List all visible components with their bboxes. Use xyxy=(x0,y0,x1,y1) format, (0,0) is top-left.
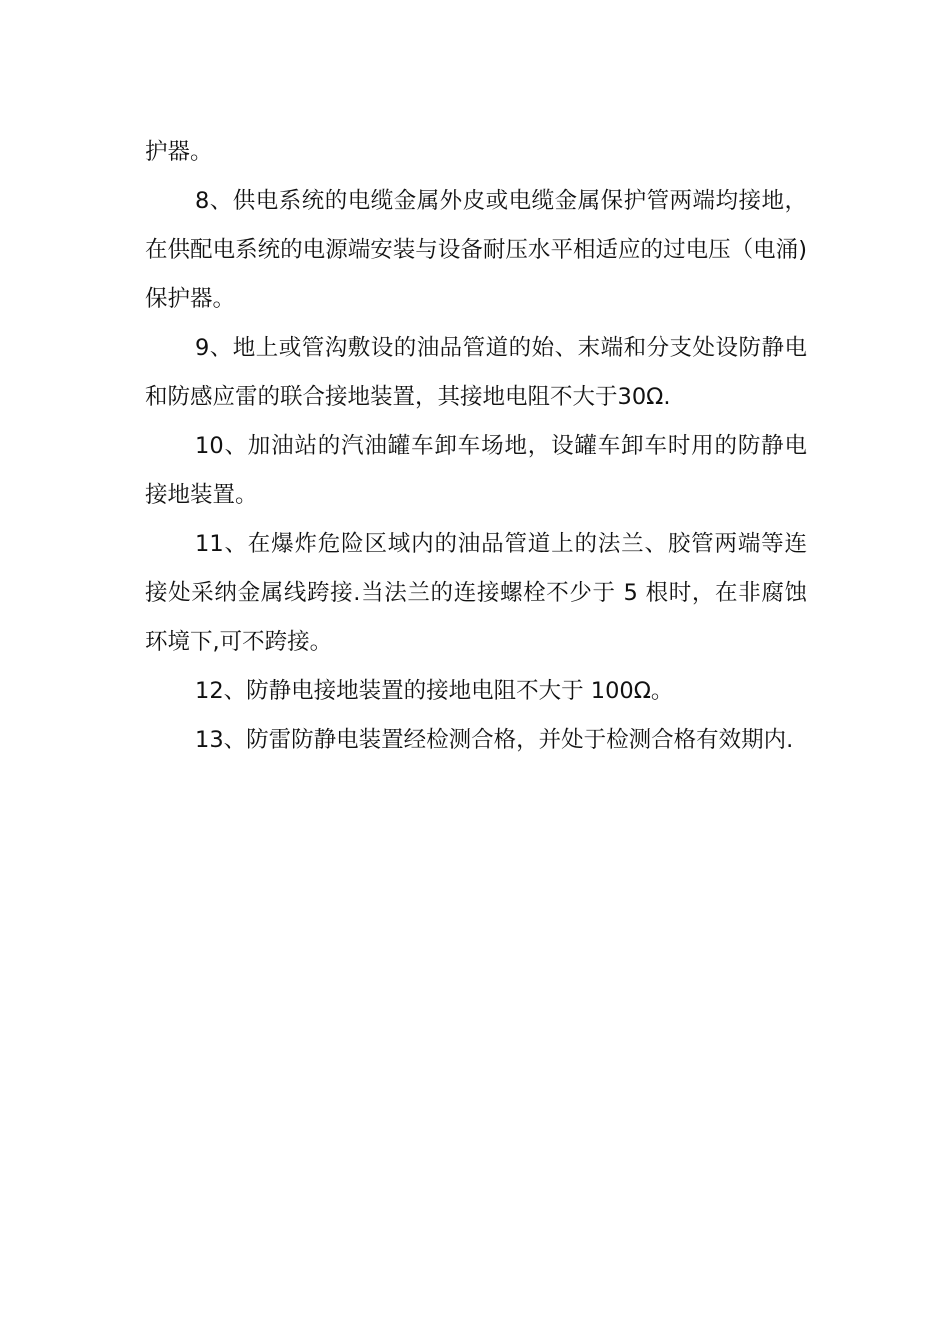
paragraph-item-11: 11、在爆炸危险区域内的油品管道上的法兰、胶管两端等连接处采纳金属线跨接.当法兰的连接螺栓不少于 5 根时，在非腐蚀环境下,可不跨接。 xyxy=(145,531,807,655)
paragraph-item-9: 9、地上或管沟敷设的油品管道的始、末端和分支处设防静电和防感应雷的联合接地装置，其接地电阻不大于30Ω. xyxy=(145,335,807,410)
document-body xyxy=(145,128,807,765)
paragraph-item-12: 12、防静电接地装置的接地电阻不大于 100Ω。 xyxy=(195,678,674,704)
paragraph-continuation: 护器。 xyxy=(145,139,213,165)
paragraph-item-10: 10、加油站的汽油罐车卸车场地，设罐车卸车时用的防静电接地装置。 xyxy=(145,433,807,508)
paragraph-item-8: 8、供电系统的电缆金属外皮或电缆金属保护管两端均接地，在供配电系统的电源端安装与设备耐压水平相适应的过电压（电涌)保护器。 xyxy=(145,188,807,312)
paragraph-item-13: 13、防雷防静电装置经检测合格，并处于检测合格有效期内. xyxy=(195,727,794,753)
